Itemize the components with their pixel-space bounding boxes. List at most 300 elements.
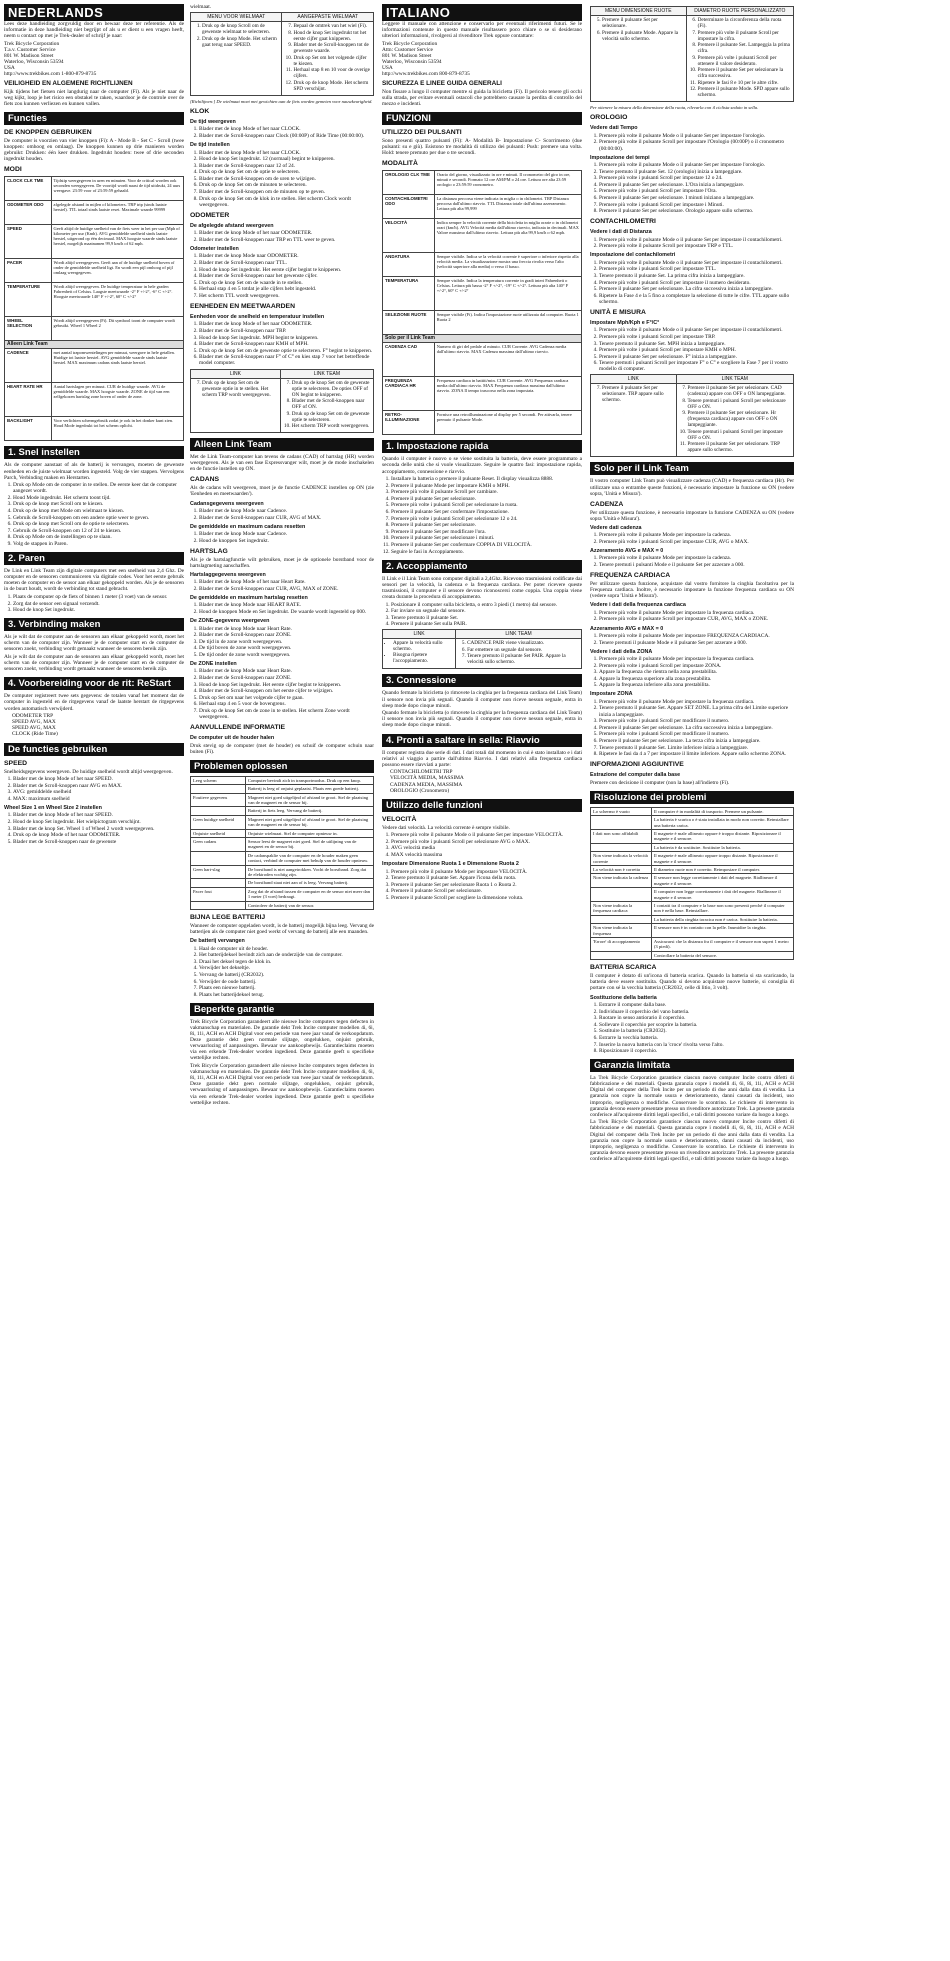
table-row (5, 225, 184, 259)
list-item: 5. Premere più volte i pulsanti Scroll per modificare il numero. (599, 731, 794, 737)
paragraph: Druk stevig op de computer (met de houder) en schuif de computer schuin naar buiten (Fi). (190, 742, 374, 755)
buttons-heading: DE KNOPPEN GEBRUIKEN (4, 129, 92, 137)
list-item: 2. Houd de knop Set ingedrukt. Het wielpictogram verschijnt. (13, 819, 184, 825)
paragraph: La Trek Bicycle Corporation garantisce ciascun nuovo computer Incite contro difetti di fabbricazione e dei materiali. Questa garanzia copre i modelli 4i, 6i, 8i, 11i, ACH e ACH Digital del computer della Trek Incite per un periodo di due anni dalla data di vendita. La garanzia non copre la normale usura e deterioramento, danni causati da incidenti, uso improprio, negligenza o modifiche. Conservare lo scontrino. Le richieste di intervento in garanzia devono essere presentate presso un rivenditore autorizzato Trek. La presente garanzia conferisce all'acquirente diritti legali specifici, e tali diritti possono variare da luogo a luogo. (590, 1075, 794, 1118)
intro-text: Leggere il manuale con attenzione e conservarlo per eventuali riferimenti futuri. Se le informazioni contenute in questo manuale risultassero poco chiare o se si desiderano ulteriori informazioni, rivolgersi al rivenditore Trek oppure contattare: (382, 21, 582, 40)
paragraph: Premere con decisione il computer (non la base) all'indietro (Fi). (590, 779, 730, 786)
list (458, 640, 579, 665)
list (590, 633, 794, 646)
italian-column-2 (590, 4, 794, 1164)
table-cell: Onjuiste snelheid (191, 829, 246, 837)
list-item: 4. Druk op de knop Set om de optie te selecteren. (199, 169, 374, 175)
subheading: Hartslaggegevens weergeven (190, 571, 266, 578)
list-item: 4. Premere il pulsante Set per selezionare. L'Ora inizia a lampeggiare. (599, 182, 794, 188)
list (4, 812, 184, 844)
list-item: 1. Premere più volte il pulsante Mode per impostare FREQUENZA CARDIACA. (599, 633, 794, 639)
table-cell: Wordt altijd weergegeven. Geeft aan of de huidige snelheid boven of onder de gemiddelde snelheid ligt. En wordt een pijl omhoog of pijl omlaag weergegeven. (51, 259, 183, 283)
list-item: 1. Blader met de knop Mode naar Cadence. (199, 508, 374, 514)
list-item: 1. Premere più volte il pulsante Mode o il pulsante Set per impostare l'orologio. (599, 162, 794, 168)
list (593, 385, 674, 403)
paragraph: Met de Link Team-computer kan tevens de cadans (CAD) of hartslag (HR) worden weergegeven. Als je van een fase Expressvanger wilt, moet je de mode inschakelen en de functie instellen op ON. (190, 454, 374, 473)
table-cell: I dati non sono affidabili (591, 829, 652, 843)
table-cell: OROLOGIO CLK TME (383, 171, 435, 195)
list-item: 2. Blader met de Scroll-knoppen naar ZONE. (199, 675, 374, 681)
list (385, 640, 453, 664)
list-item: 1. Blader met de knop Mode of het naar ODOMETER. (199, 230, 374, 236)
table-row (5, 283, 184, 317)
subheading: HARTSLAG (190, 547, 228, 555)
list-item: 5. Premere il pulsante Set per selezionare. La cifra successiva inizia a lampeggiare. (599, 286, 794, 292)
table-row (5, 317, 184, 341)
table-row (191, 807, 374, 815)
list-item: 9. Volg de stappen in Paren. (13, 541, 184, 547)
list-item: 3. Draai het deksel tegen de klok in. (199, 959, 374, 965)
list-item: 1. Installare la batteria o premere il pulsante Reset. Il display visualizza 8888. (391, 476, 582, 482)
subheading: De ZONE-gegevens weergeven (190, 618, 270, 625)
list-item: 4. Druk op de knop met Mode om wielmaat te kiezen. (13, 508, 184, 514)
table-row (591, 902, 794, 916)
list-item: 2. Premere più volte il pulsante Scroll per impostare TRP e TTL. (599, 243, 794, 249)
list-item: 1. Premere più volte il pulsante Mode per impostare la frequenza cardiaca. (599, 610, 794, 616)
table-cell: Aantal hartslagen per minuut. CUR de huidige waarde. AVG de gemiddelde waarde. MAX hoogste waarde. ZONE de tijd van een zelfgekozen hartslag zone boven of onder de zone. (51, 383, 183, 417)
table-row (191, 22, 374, 96)
table-cell (686, 16, 793, 102)
table-cell: Assicurarsi che la distanza fra il computer e il sensore non superi 1 metro (3 piedi). (651, 938, 793, 952)
list-item: 4. Verwijder het dekseltje. (199, 965, 374, 971)
subheading: De afgelegde afstand weergeven (190, 222, 274, 229)
table-cell: La batteria della cinghia toracica non è carica. Sostituire la batteria. (651, 915, 793, 923)
table-cell: ANDATURA (383, 253, 435, 277)
table-row (191, 829, 374, 837)
list-item: 2. Blader met de Scroll-knoppen naar ZONE. (199, 632, 374, 638)
list-item: 1. Blader met de knop Mode naar Heart Rate. (199, 626, 374, 632)
list-item: 1. Druk op de knop Scroll om de gewenste wielmaat te selecteren. (202, 23, 279, 35)
paragraph: Als je de hartslagfunctie wilt gebruiken, moet je de optionele borstband voor de hartslagmeting aanschaffen. (190, 556, 374, 569)
subheading: Impostare Dimensione Ruota 1 e Dimensione Ruota 2 (382, 861, 519, 868)
list-item: 6. Herhaal stap 4 en 5 voor de bovengrens. (199, 701, 374, 707)
language-banner: ITALIANO (382, 4, 582, 21)
table-cell: Geen cadans (191, 837, 246, 851)
table-cell: La batteria è da sostituire. Sostituire la batteria. (651, 843, 793, 851)
paragraph: Als de computer aanstaat of als de batterij is vervangen, moeten de gewenste eenheden en de juiste wielmaat worden ingesteld. Volg de vier stappen. Vervolgens Parch, Verbinding maken en Herstarten. (4, 462, 184, 481)
quick-setup-steps (4, 482, 184, 547)
paragraph: Als je wilt dat de computer aan de sensoren aan elkaar gekoppeld wordt, moet het scherm van de computer zijn. Wanneer je de computer start en de computer de sensoren zoekt, verbinding wordt gemaakt wanneer de sensoren bereik zijn. (4, 654, 184, 673)
subheading: Azzeramento AVG e MAX = 0 (590, 625, 664, 632)
section-link-team: Alleen Link Team (190, 438, 374, 451)
table-cell: Sempre visibile (Fi). Indica l'impostazione ruote utilizzata dal computer. Ruota 1 Ruota 2 (434, 311, 581, 335)
section-functions: FUNZIONI (382, 112, 582, 125)
table-row (383, 311, 582, 335)
paragraph: De computer registreert twee sets gegevens: de totalen vanaf het moment dat de computer in ingesteld en de ritgegevens vanaf de laatste herstart de ritgegevens worden automatisch verwijderd. (4, 693, 184, 712)
table-row (591, 888, 794, 902)
table-cell: CLOCK CLK TME (5, 177, 52, 201)
table-row (383, 195, 582, 219)
table-cell: Il sensore non legge correttamente i dati del magnete. Riallineare il magnete e il sensore. (651, 874, 793, 888)
table-row (5, 259, 184, 283)
list-item: 4. Sollevare il coperchio per scoprire la batteria. (599, 1022, 794, 1028)
list-item: 8. Premere il pulsante Set per selezionare. Orologio appare sullo schermo. (599, 208, 794, 214)
table-cell: Onjuiste wielmaat. Stel de computer opnieuw in. (245, 829, 373, 837)
list-item: 4. Druk op de knop Mode of het naar ODOMETER. (13, 832, 184, 838)
list-item: 7. Inserire la nuova batteria con la 'croce' rivolta verso l'alto. (599, 1042, 794, 1048)
troubleshooting-table (190, 776, 374, 910)
paragraph: Sono presenti quattro pulsanti (Fi): A- Modalità B- Impostazione C- Scorrimento (due pulsanti: su e giù). Esistono tre modalità di utilizzo dei pulsanti: Push: premere una volta. Hold: tenere premuto per due o tre secondi. (382, 138, 582, 157)
list (382, 832, 582, 858)
table-cell (191, 851, 246, 865)
list-item: 4. Appare la frequenza superiore alla zona prestabilita. (599, 676, 794, 682)
subheading: De batterij vervangen (190, 938, 245, 945)
list-item: 10. Premere il pulsante Set per selezionare la cifra successiva. (698, 67, 791, 79)
list-item: 6. Blader met de Scroll-knoppen naar F° of C° en kies stap 7 voor het betreffende model computer. (199, 354, 374, 366)
list-item: 3. Premere più volte il pulsante Scroll per cambiare. (391, 489, 582, 495)
list-item: 2. Tenere premuto il pulsante Set. Appare SET ZONE. La prima cifra del Limite superiore inizia a lampeggiare. (599, 705, 794, 717)
table-cell: Computer bevindt zich in transportmodus. Druk op een knop. (245, 776, 373, 784)
list (590, 237, 794, 250)
table-row (591, 874, 794, 888)
list-item: 1. Blader met de knop Mode of het naar SPEED. (13, 812, 184, 818)
list-item: 1. Premere più volte il pulsante Mode per impostare la frequenza cardiaca. (599, 699, 794, 705)
italian-column-1 (382, 4, 582, 903)
list-item: 2. Houd de knop Set ingedrukt. 12 (normaal) begint te knipperen. (199, 156, 374, 162)
table-row (591, 7, 794, 16)
list-item: 5. Appare la frequenza inferiore alla zona prestabilita. (599, 682, 794, 688)
subheading: De tijd weergeven (190, 119, 236, 125)
subheading: INFORMAZIONI AGGIUNTIVE (590, 761, 684, 769)
table-cell: MENU VOOR WIELMAAT (191, 13, 282, 22)
list-item: 2. Houd de knoppen Mode en Set ingedrukt. De waarde wordt ingesteld op 000. (199, 609, 374, 615)
list-item: 4. Blader met de Scroll-knoppen naar het gewenste cijfer. (199, 273, 374, 279)
table-row (5, 201, 184, 225)
table-cell: TEMPERATURE (5, 283, 52, 317)
list (193, 380, 278, 398)
list-item: 5. Premere il pulsante Set per selezionare. F° inizia a lampeggiare. (599, 354, 794, 360)
table-row (591, 807, 794, 815)
paragraph: Attn: Customer Service (382, 46, 433, 53)
list (679, 385, 791, 453)
table-cell: Magneet niet goed uitgelijnd of afstand te groot. Stel de plaatsing van de magneet en de sensor bij. (245, 793, 373, 807)
contact-link[interactable]: http://www.trekbikes.com 800-879-8735 (382, 71, 470, 78)
list-item: • Bisogna ripetere l'accoppiamento. (393, 652, 453, 664)
list-item: 7. Tenere premuto il pulsante Set PAIR. Appare la velocità sullo schermo. (467, 653, 579, 665)
list-item: 3. Tenere premuto il pulsante Set. MPH inizia a lampeggiare. (599, 341, 794, 347)
pair-steps (4, 594, 184, 613)
list (284, 23, 371, 92)
dutch-column-2 (190, 4, 374, 1107)
table-cell: Geen hart-slag (191, 865, 246, 879)
list-item: 7. Blader met de Scroll-knoppen om de minuten op te geven. (199, 189, 374, 195)
paragraph: Per utilizzare questa funzione, è necessario impostare la funzione CADENZA su ON (vedere sopra 'Unità e Misura'). (590, 509, 794, 522)
list (590, 133, 794, 152)
table-cell: LINK TEAM (676, 375, 793, 384)
list-item: • OROLOGIO (Cronometro) (390, 788, 582, 794)
list-item: 3. Houd de knop Set ingedrukt. MPH begint te knipperen. (199, 335, 374, 341)
table-cell: TEMPERATURA (383, 277, 435, 311)
table-cell: AANGEPASTE WIELMAAT (282, 13, 374, 22)
list-item: 8. Tenere premuti i pulsanti Scroll per selezionare OFF o ON. (688, 398, 791, 410)
section-pair: 2. Accoppiamento (382, 560, 582, 573)
table-row (191, 887, 374, 901)
paragraph: Waterloo, Wisconsin 53594 (4, 59, 64, 66)
table-cell: SELEZIONE RUOTE (383, 311, 435, 335)
subheading: Estrazione del computer dalla base (590, 772, 681, 779)
modes-table (382, 170, 582, 435)
list-item: 2. Blader met de Scroll-knoppen naar TRP. (199, 328, 374, 334)
table-cell: LINK (591, 375, 677, 384)
table-cell (191, 785, 246, 793)
paragraph: 801 W. Madison Street (4, 52, 54, 59)
list-item: 5. CADENCE PAIR viene visualizzato. (467, 640, 579, 646)
list-item: 1. Plaats de computer op de fiets of binnen 1 meter (3 voet) van de sensor. (13, 594, 184, 600)
list-item: 6. Premere il pulsante Set per selezionare. La terza cifra inizia a lampeggiare. (599, 738, 794, 744)
subheading: OROLOGIO (590, 114, 628, 122)
list-item: 1. Blader met de knop Mode naar Cadence. (199, 531, 374, 537)
table-row (191, 837, 374, 851)
list-item: 2. Blader met de Scroll-knoppen naar AVG en MAX. (13, 783, 184, 789)
intro-text: Lees deze handleiding zorgvuldig door en bewaar deze ter referentie. Als de informatie in deze handleiding niet begrijpt of als u er dient u een vragen heeft, neem u contact op met je Trek-dealer of schrijf je naar: (4, 21, 184, 40)
table-cell (591, 915, 652, 923)
list-item: 7. Druk op de knop Set om de gewenste optie in te stellen. Het scherm TRP wordt weergegeven. (202, 380, 278, 398)
list-item: 2. Individuare il coperchio del vano batteria. (599, 1009, 794, 1015)
list-item: 4. MAX: maximum snelheid (13, 796, 184, 802)
list-item: 10. Het scherm TRP wordt weergegeven. (292, 423, 371, 429)
list-item: 6. Premere il pulsante Set per selezionare. I minuti iniziano a lampeggiare. (599, 195, 794, 201)
table-cell (591, 888, 652, 902)
list-item: 1. Blader met de knop Mode of het naar Heart Rate. (199, 579, 374, 585)
list-item: 2. Tenere premuto il pulsante Set. 12 (orologio) inizia a lampeggiare. (599, 169, 794, 175)
list-item: 6. Druk op de knop Set om de minuten te selecteren. (199, 182, 374, 188)
subheading: Impostazione del contachilometri (590, 252, 676, 259)
list-item: 6. Premere il pulsante Mode. Appare la velocità sullo schermo. (602, 30, 684, 42)
table-cell (591, 843, 652, 851)
list-item: 9. Blader met de Scroll-knoppen tot de gewenste waarde. (293, 42, 371, 54)
address-block (4, 41, 184, 78)
list (382, 769, 582, 793)
table-cell: Foutieve gegevens (191, 793, 246, 807)
list-item: 4. MAX velocità massima (391, 852, 582, 858)
table-cell: CADENZA CAD (383, 343, 435, 377)
list-item: 2. Blader met de Scroll-knoppen naar CUR, AVG of MAX. (199, 515, 374, 521)
table-cell: ODOMETER ODO (5, 201, 52, 225)
list-item: 2. Het batterijdeksel bevindt zich aan de onderzijde van de computer. (199, 952, 374, 958)
table-row (191, 785, 374, 793)
table-cell: DIAMETRO RUOTE PERSONALIZZATO (686, 7, 793, 16)
subheading: CADANS (190, 476, 220, 484)
list-item: 1. Premere più volte il pulsante Mode o il pulsante Set per impostare il contachilometri. (599, 260, 794, 266)
table-cell: Il sensore non è in contatto con la pelle. Inumidire la cinghia. (651, 924, 793, 938)
table-cell: VELOCITÀ (383, 219, 435, 253)
table-cell: Orario del giorno, visualizzato in ore e minuti. Il cronometro del giro in ore, minuti e secondi. Formato 12 ore AM/PM o 24 ore. Lettura ore alta 23:59 orologio o 23:59:59 cronometro. (434, 171, 581, 195)
list-item: 1. Haal de computer uit de houder. (199, 946, 374, 952)
table-cell: Wordt altijd weergegeven (Fi). Dit symbool toont de computer wordt gebruikt. Wheel 1 Wheel 2 (51, 317, 183, 341)
subheading: AANVULLENDE INFORMATIE (190, 724, 286, 732)
list-item: • CADENZA MEDIA, MASSIMA (390, 782, 582, 788)
section-restart: 4. Pronti a saltare in sella: Riavvio (382, 734, 582, 747)
table-cell: RETRO-ILLUMINAZIONE (383, 411, 435, 435)
list-item: 2. Premere più volte i pulsanti Scroll per selezionare AVG o MAX. (391, 839, 582, 845)
list (193, 23, 279, 48)
subheading: De computer uit de houder halen (190, 735, 275, 742)
list (590, 532, 794, 545)
section-warranty: Beperkte garantie (190, 1003, 374, 1016)
table-cell: FREQUENZA CARDIACA HR (383, 377, 435, 411)
table-cell: CONTACHILOMETRI ODO (383, 195, 435, 219)
list (590, 699, 794, 757)
subheading: KLOK (190, 108, 210, 115)
list (190, 150, 374, 208)
paragraph: USA (382, 65, 393, 72)
list-item: 9. Premere il pulsante Set per modificare l'ora. (391, 529, 582, 535)
subheading: Azzeramento AVG e MAX = 0 (590, 548, 664, 555)
section-troubleshooting: Problemen oplossen (190, 760, 374, 773)
list-item: 1. Druk op Mode om de computer in te stellen. De eerste keer dat de computer aangezet wordt. (13, 482, 184, 494)
table-row (191, 865, 374, 879)
list (190, 626, 374, 658)
list-item: 8. Ripetere le fasi da 4 a 7 per impostare il limite inferiore. Appare sullo schermo ZONA. (599, 751, 794, 757)
list (283, 380, 371, 430)
table-row (191, 793, 374, 807)
list (190, 531, 374, 544)
paragraph: Per utilizzare questa funzione, acquistare dal vostro fornitore la cinghia facoltativa per la Frequenza cardiaca. Inoltre, è necessario impostare la funzione frequenza cardiaca su ON (vedere sopra 'Unità e Misura'). (590, 581, 794, 600)
subheading: Impostazione dei tempi (590, 154, 650, 161)
list (590, 1002, 794, 1054)
safety-text: Non fissare a lungo il computer mentre si guida la bicicletta (Fi). Il pericolo tenere gli occhi sulla strada, per evitare eventuali ostacoli che potrebbero causare la perdita di controllo del mezzo e incidenti. (382, 88, 582, 107)
subheading: De tijd instellen (190, 142, 230, 149)
section-functions: Functies (4, 112, 184, 125)
table-row (383, 377, 582, 411)
modes-heading: MODI (4, 166, 22, 174)
table-row (591, 375, 794, 384)
table-cell: Zorg dat de afstand tussen de computer en de sensor niet meer dan 1 meter (3 voet) bedraagt. (245, 887, 373, 901)
dutch-section (4, 4, 374, 1954)
list-item: 6. Druk op de knop met Scroll om de optie te selecteren. (13, 521, 184, 527)
list-item: 5. Druk op Set om naar het volgende cijfer te gaan. (199, 695, 374, 701)
table-row (191, 776, 374, 784)
list-item: 5. Vervang de batterij (CR2032). (199, 972, 374, 978)
list-item: 3. Houd de knop Set ingedrukt. (13, 607, 184, 613)
section-using-functions: De functies gebruiken (4, 743, 184, 756)
list (590, 555, 794, 568)
list-item: 9. Druk op de knop Set om de gewenste optie te selecteren. (292, 411, 371, 423)
list (190, 579, 374, 592)
paragraph: Als de cadans wilt weergeven, moet je de functie CADENCE instellen op ON (zie 'Eenheden en meetwaarden'). (190, 485, 374, 498)
table-cell (280, 378, 373, 433)
subheading: SPEED (4, 759, 28, 767)
list-item: 8. Premere il pulsante Set per selezionare. (391, 522, 582, 528)
list-item: 12. Premere il pulsante Mode. SPD appare sullo schermo. (698, 86, 791, 98)
table-row (591, 384, 794, 457)
section-warranty: Garanzia limitata (590, 1059, 794, 1072)
list (590, 162, 794, 214)
table-cell: Batterij in fiets leeg. Vervang de batterij. (245, 807, 373, 815)
list-item: 5. Gebruik de Scroll-knoppen om een andere optie weer te geven. (13, 515, 184, 521)
list-item: 8. Premere il pulsante Set. Lampeggia la prima cifra. (698, 42, 791, 54)
paragraph: wielmaat. (190, 4, 212, 10)
list-item: 11. Premere il pulsante Set per selezionare. TRP appare sullo schermo. (688, 441, 791, 453)
table-cell: Geeft altijd de huidige snelheid van de fiets weer in het per uur (Mph of kilometer per uur (Kmh). AVG gemiddelde snelheid sinds laatste herstel, uitgerond op één decimaal. MAX hoogste waarde sinds laatste herstel, mogelijk maatnamen 99,9 km/h of 62 mph. (51, 225, 183, 259)
table-row (191, 378, 374, 433)
subheading: Vedere dati cadenza (590, 524, 642, 531)
list-item: 3. Premere più volte i pulsanti Scroll per modificare il numero. (599, 718, 794, 724)
list-item: 3. Premere più volte i pulsanti Scroll per impostare 12 o 24. (599, 175, 794, 181)
list-item: 9. Premere il pulsante Set per selezionare. Hr (frequenza cardiaca) appare con OFF o ON lampeggiante. (688, 410, 791, 428)
subheading: Sostituzione della batteria (590, 994, 657, 1001)
table-row (191, 369, 374, 378)
table-row (591, 852, 794, 866)
list-item: • VELOCITÀ MEDIA, MASSIMA (390, 775, 582, 781)
subheading: Wheel Size 1 en Wheel Size 2 instellen (4, 804, 102, 811)
list-item: 3. Houd de knop Set ingedrukt. Het eerste cijfer begint te knipperen. (199, 267, 374, 273)
list-item: 5. Premere più volte i pulsanti Scroll per selezionare la ruota. (391, 502, 582, 508)
table-cell: LINK (191, 369, 281, 378)
list-item: 3. Tenere premuto il pulsante Set. La prima cifra inizia a lampeggiare. (599, 273, 794, 279)
list-item: 7. Druk op de knop Set om de zone in te stellen. Het scherm Zone wordt weergegeven. (199, 708, 374, 720)
paragraph: [Richtlijnen:] De wielmaat moet met gewichten aan de fiets worden gemeten voor nauwkeurigheid. (190, 98, 373, 104)
table-row (191, 851, 374, 865)
list-item: 5. Premere il pulsante Scroll per scegliere la dimensione voluta. (391, 895, 582, 901)
paragraph: USA (4, 65, 15, 72)
paragraph: Snelheidsgegevens weergeven. De huidige snelheid wordt altijd weergegeven. (4, 768, 173, 775)
table-cell: Non viene indicata la cadenza (591, 874, 652, 888)
list-item: 2. Tenere premuti i pulsanti Mode e il pulsante Set per azzerare a 000. (599, 562, 794, 568)
table-row (591, 816, 794, 830)
list-item: 7. Bepaal de omtrek van het wiel (Fi). (293, 23, 371, 29)
table-row (591, 829, 794, 843)
list-item: 1. Blader met de knop Mode naar HEART RATE. (199, 602, 374, 608)
list-item: 1. Premere più volte il pulsante Mode per impostare VELOCITÀ. (391, 869, 582, 875)
list-item: 10. Druk op Set om het volgende cijfer te kiezen. (293, 55, 371, 67)
troubleshooting-table (590, 807, 794, 961)
list-item: • Appare la velocità sullo schermo. (393, 640, 453, 652)
table-cell (191, 879, 246, 887)
list-item: 4. Premere il pulsante Scroll per selezionare. (391, 888, 582, 894)
table-cell: De cadanspaklie van de computer en de houder maken geen contact, verbind de computer met behulp van de houder opnieuw. (245, 851, 373, 865)
list-item: 7. Premere più volte i pulsanti Scroll per selezionare 12 o 24. (391, 516, 582, 522)
table-row (383, 639, 582, 669)
list (190, 946, 374, 998)
paragraph: Trek Bicycle Corporation garandeert alle nieuwe Incite computers tegen defecten in vakmanschap en materialen. De garantie dekt Trek Incite computer modellen 4i, 6i, 8i, 11i, ACH en ACH Digital voor een periode van twee jaar vanaf de verkoopdatum. Deze garantie dekt geen normale slijtage, ongelukken, onjuist gebruik, verwaarlozing of aanpassingen. Bewaar uw aankoopbewijs. Garantieclaims moeten via een erkende Trek-dealer worden ingediend. Deze garantie geeft u specifieke wettelijke rechten. (190, 1018, 374, 1062)
table-cell (591, 16, 687, 102)
list-item: • ODOMETER TRP (12, 713, 184, 719)
table-cell: Batterij is leeg of onjuist geplaatst. Plaats een goede batterij. (245, 785, 373, 793)
wheel-menu-table (590, 6, 794, 102)
list-item: 10. Tenere premuti i pulsanti Scroll per impostare OFF o ON. (688, 429, 791, 441)
table-cell (456, 639, 582, 669)
table-row (591, 938, 794, 952)
list-item: 7. Plaats een nieuwe batterij. (199, 985, 374, 991)
list-item: 7. Premere il pulsante Set per selezionare. CAD (cadenza) appare con OFF o ON lampeggiante. (688, 385, 791, 397)
list (190, 508, 374, 521)
modes-table (4, 176, 184, 441)
paragraph: Als je wilt dat de computer aan de sensoren aan elkaar gekoppeld wordt, moet het scherm van de computer zijn. Wanneer je de computer start en de computer de sensoren zoekt, verbinding wordt gemaakt wanneer de sensoren bereik zijn. (4, 634, 184, 653)
list-item: 6. Premere il pulsante Set per confermare l'impostazione. (391, 509, 582, 515)
pair-link-table (382, 629, 582, 669)
paragraph: 801 W. Madison Street (382, 52, 432, 59)
paragraph: Il computer registra due serie di dati. I dati totali dal momento in cui è stato installato e i dati relativi al viaggio a partire dall'ultimo Riavvio. I dati relativi alla frequenza cardiaca possono essere riavviati a parte: (382, 749, 582, 768)
table-row (591, 843, 794, 851)
list-item: 4. Premere più volte i pulsanti Scroll per impostare il numero desiderato. (599, 280, 794, 286)
table-cell: Numero di giri del pedale al minuto. CUR Corrente. AVG Cadenza media dall'ultimo riavvio. MAX Cadenza massima dall'ultimo riavvio. (434, 343, 581, 377)
list-item: 3. Ruotare in senso antiorario il coperchio. (599, 1015, 794, 1021)
subheading: CONTACHILOMETRI (590, 218, 656, 226)
list-item: 6. Determinare la circonferenza della ruota (Fi). (698, 17, 791, 29)
contact-link[interactable]: http://www.trekbikes.com 1-800-879-8735 (4, 71, 97, 78)
list-item: 1. Blader met de knop Mode of het naar CLOCK. (199, 126, 374, 132)
list-item: 3. Tenere premuto il pulsante Set. (391, 615, 582, 621)
subheading: BIJNA LEGE BATTERIJ (190, 914, 266, 922)
list-item: 5. Druk op de knop Set om de waarde in te stellen. (199, 280, 374, 286)
table-cell: LINK TEAM (456, 630, 582, 639)
table-cell: LINK TEAM (280, 369, 373, 378)
